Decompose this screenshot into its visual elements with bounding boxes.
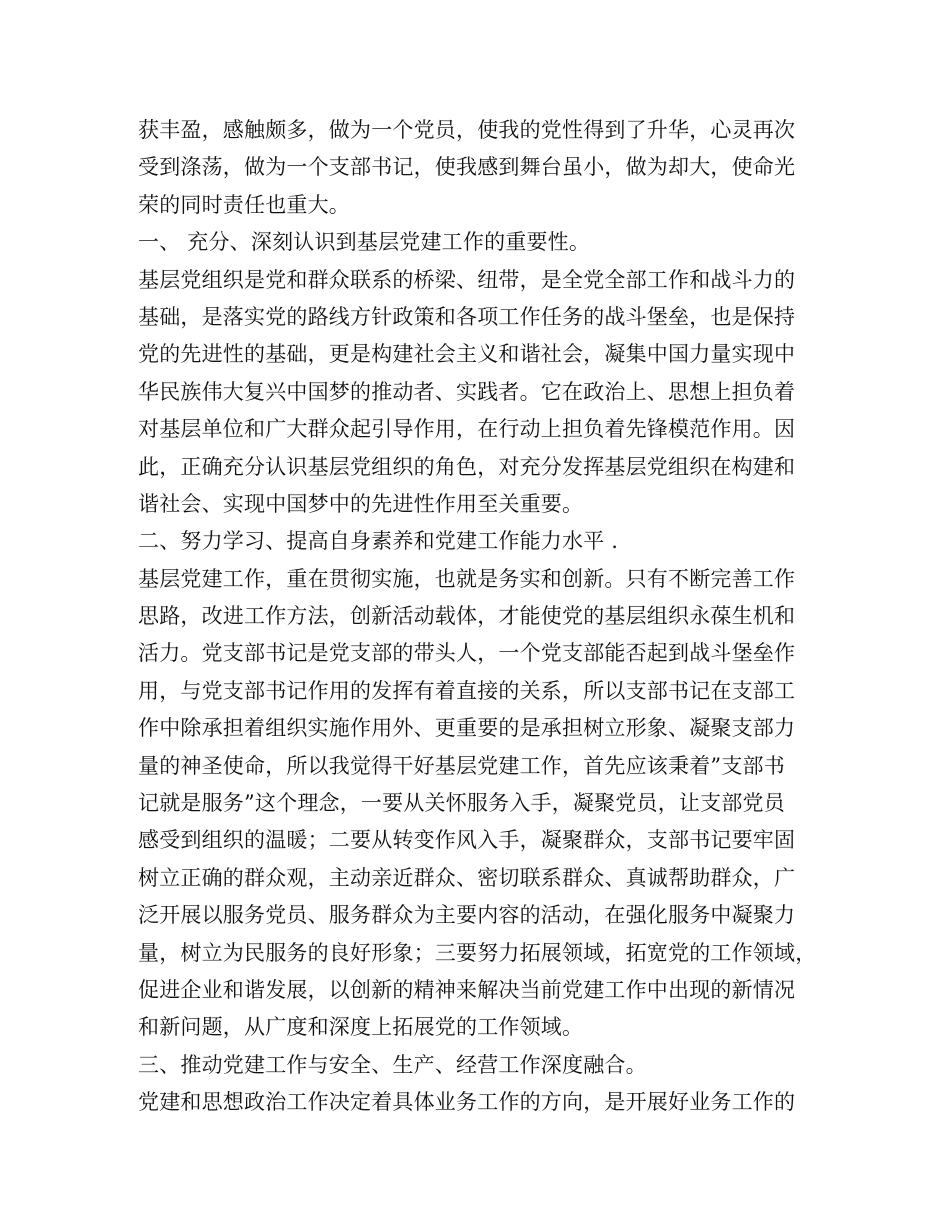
text-line: 活力。党支部书记是党支部的带头人，一个党支部能否起到战斗堡垒作 <box>138 641 796 666</box>
text-line: 思路，改进工作方法，创新活动载体，才能使党的基层组织永葆生机和 <box>138 604 796 629</box>
text-line: 感受到组织的温暖；二要从转变作风入手，凝聚群众，支部书记要牢固 <box>138 828 796 853</box>
text-line: 华民族伟大复兴中国梦的推动者、实践者。它在政治上、思想上担负着 <box>138 379 796 404</box>
text-line: 树立正确的群众观，主动亲近群众、密切联系群众、真诚帮助群众，广 <box>138 865 796 890</box>
text-line: 促进企业和谐发展，以创新的精神来解决当前党建工作中出现的新情况 <box>138 977 796 1002</box>
text-line: 受到涤荡，做为一个支部书记，使我感到舞台虽小，做为却大，使命光 <box>138 155 796 180</box>
text-line: 量的神圣使命，所以我觉得干好基层党建工作，首先应该秉着”支部书 <box>138 753 785 778</box>
text-line: 基层党组织是党和群众联系的桥梁、纽带，是全党全部工作和战斗力的 <box>138 267 796 292</box>
text-line: 量，树立为民服务的良好形象；三要努力拓展领域，拓宽党的工作领域， <box>138 940 817 965</box>
text-line: 作中除承担着组织实施作用外、更重要的是承担树立形象、凝聚支部力 <box>138 716 796 741</box>
text-line: 和新问题，从广度和深度上拓展党的工作领域。 <box>138 1015 584 1040</box>
text-line: 基层党建工作，重在贯彻实施，也就是务实和创新。只有不断完善工作 <box>138 566 796 591</box>
section-heading-3: 三、推动党建工作与安全、生产、经营工作深度融合。 <box>138 1052 647 1077</box>
section-heading-2: 二、努力学习、提高自身素养和党建工作能力水平 . <box>138 529 619 554</box>
text-line: 基础，是落实党的路线方针政策和各项工作任务的战斗堡垒，也是保持 <box>138 304 796 329</box>
section-heading-1: 一、 充分、深刻认识到基层党建工作的重要性。 <box>138 230 591 255</box>
text-line: 谐社会、实现中国梦中的先进性作用至关重要。 <box>138 491 584 516</box>
text-line: 获丰盈，感触颇多，做为一个党员，使我的党性得到了升华，心灵再次 <box>138 118 796 142</box>
text-line: 荣的同时责任也重大。 <box>138 192 350 217</box>
text-line: 记就是服务”这个理念，一要从关怀服务入手，凝聚党员，让支部党员 <box>138 791 785 816</box>
text-line: 党建和思想政治工作决定着具体业务工作的方向，是开展好业务工作的 <box>138 1090 796 1115</box>
text-line: 用，与党支部书记作用的发挥有着直接的关系，所以支部书记在支部工 <box>138 678 796 703</box>
text-line: 此，正确充分认识基层党组织的角色，对充分发挥基层党组织在构建和 <box>138 454 796 479</box>
text-line: 泛开展以服务党员、服务群众为主要内容的活动，在强化服务中凝聚力 <box>138 903 796 928</box>
text-line: 党的先进性的基础，更是构建社会主义和谐社会，凝集中国力量实现中 <box>138 342 796 367</box>
text-line: 对基层单位和广大群众起引导作用，在行动上担负着先锋模范作用。因 <box>138 417 796 442</box>
body-text <box>138 112 828 1122</box>
